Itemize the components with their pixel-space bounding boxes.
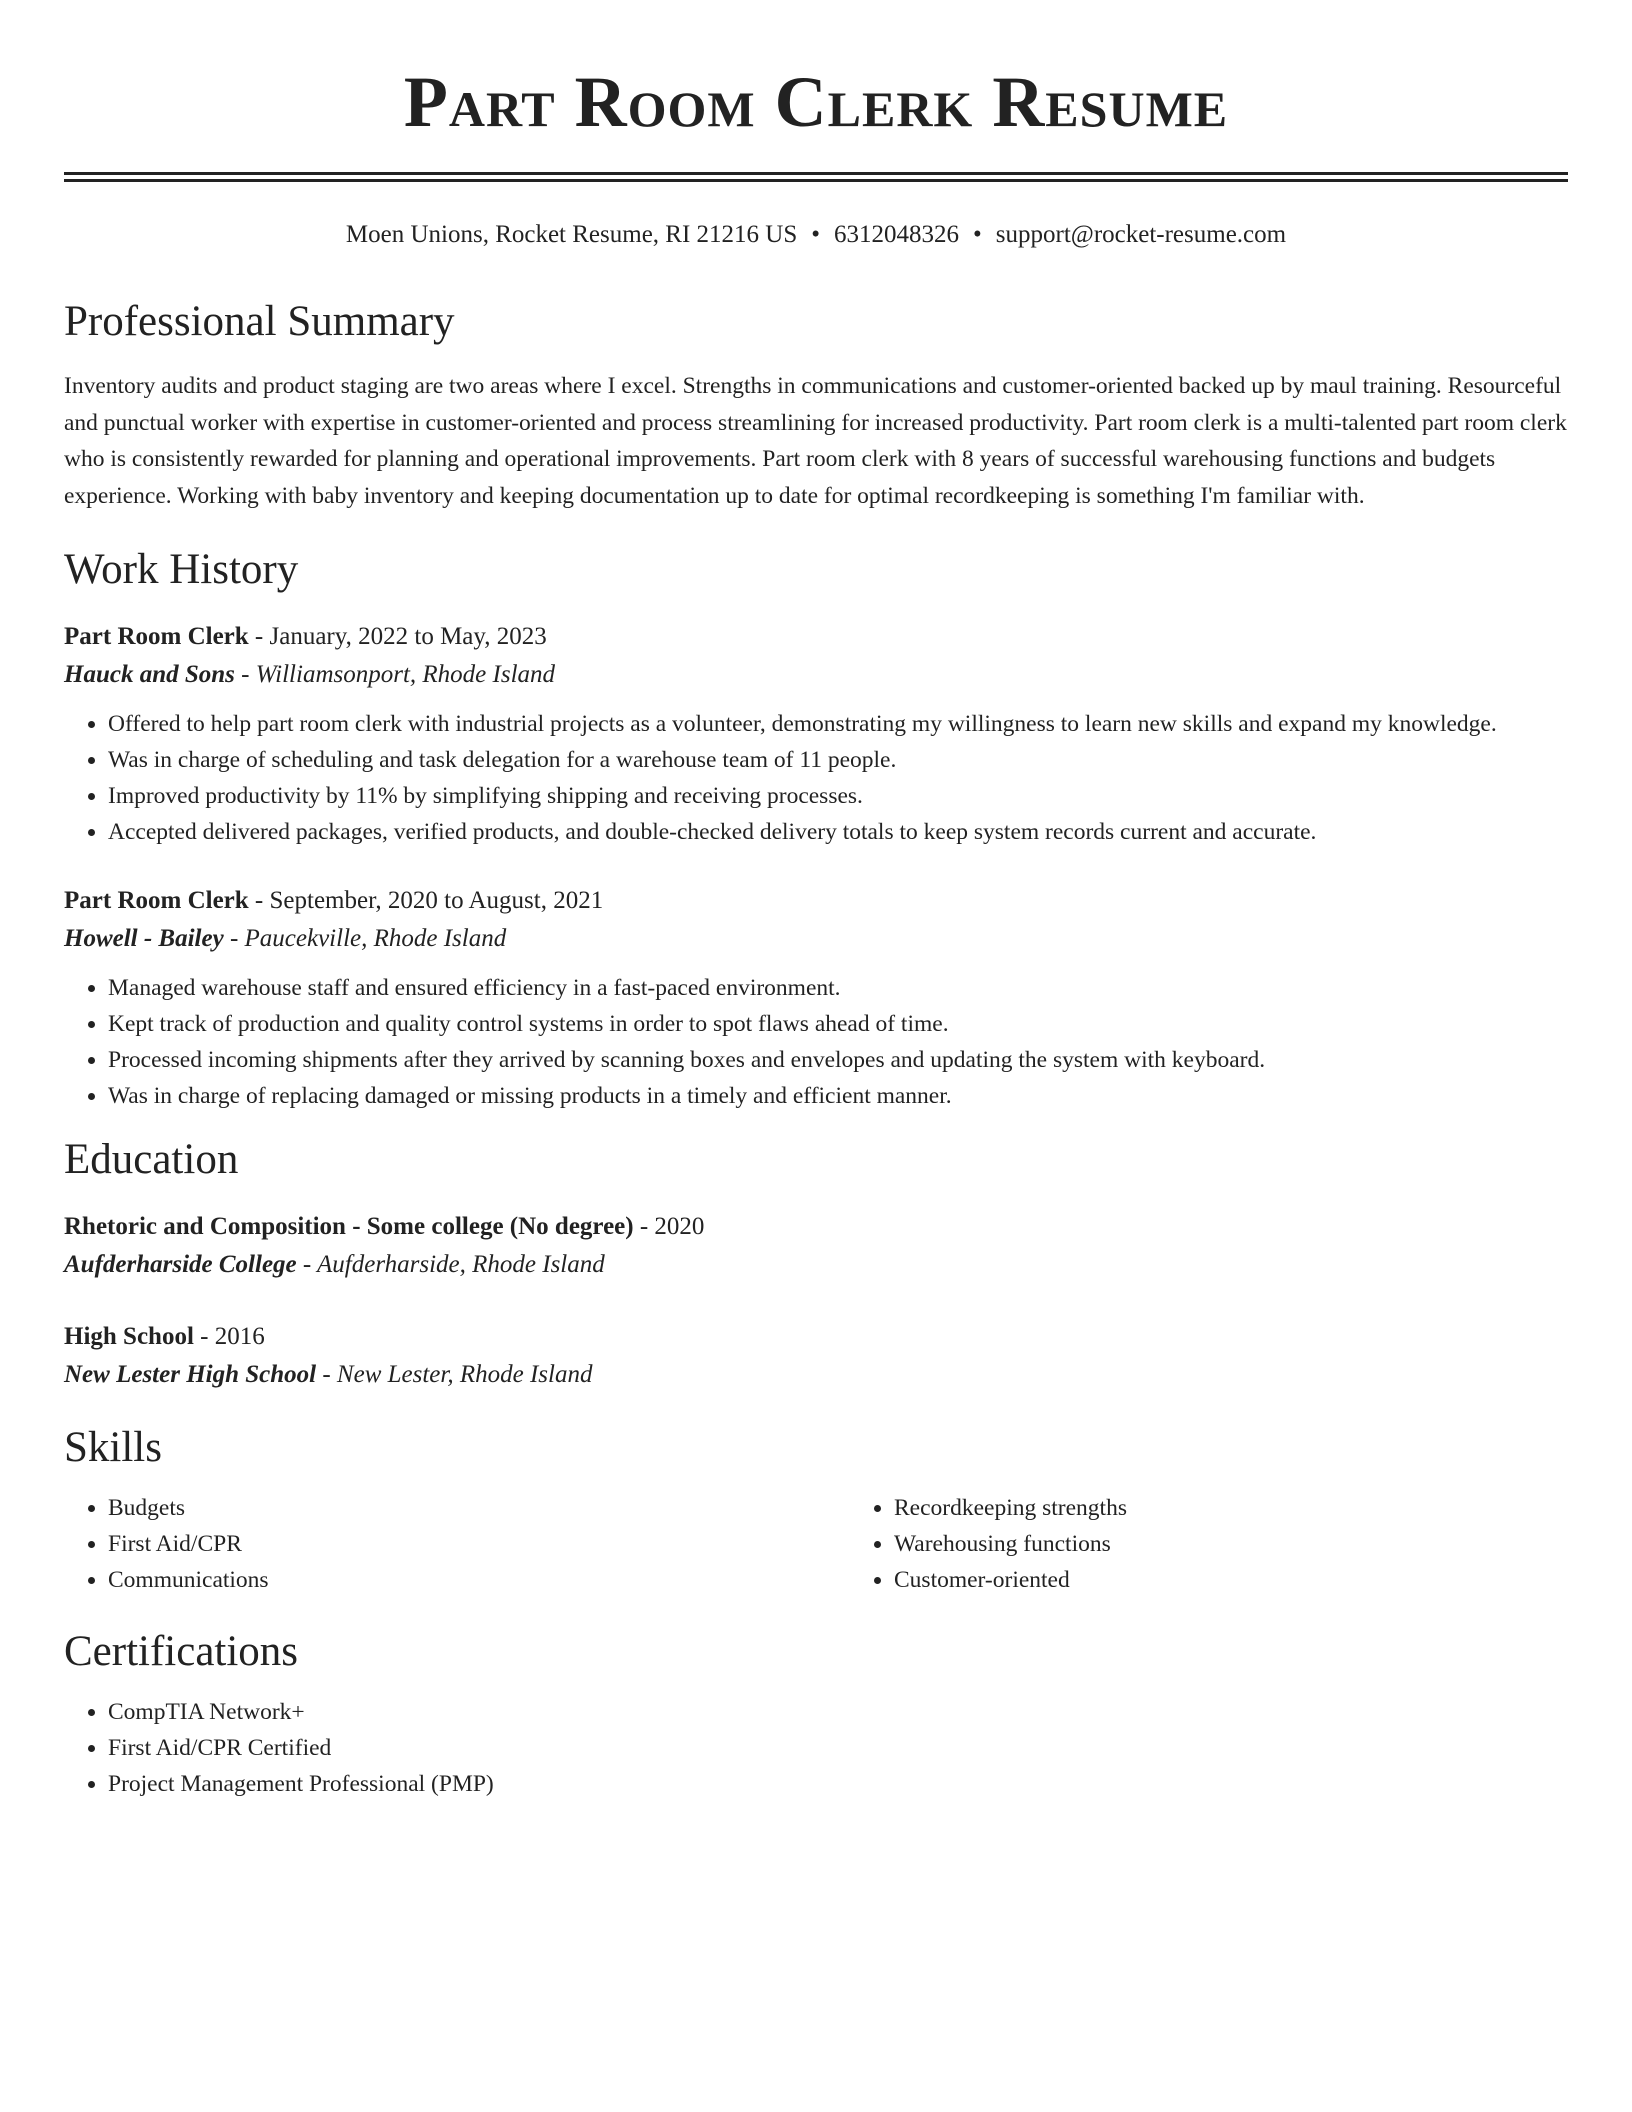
education-entry	[64, 1318, 1568, 1394]
job-bullet-list	[64, 970, 1568, 1114]
job-header	[64, 882, 1568, 920]
list-item: • Project Management Professional (PMP)	[108, 1766, 1568, 1802]
job-bullet-list	[64, 706, 1568, 850]
list-item: • First Aid/CPR	[108, 1526, 850, 1562]
list-item: • Processed incoming shipments after they arrived by scanning boxes and envelopes and updating the system with keyboard.	[108, 1042, 1568, 1078]
list-item: • Offered to help part room clerk with industrial projects as a volunteer, demonstrating my willingness to learn new skills and expand my knowledge.	[108, 706, 1568, 742]
contact-separator: •	[973, 221, 982, 248]
section-heading: Education	[64, 1136, 239, 1183]
contact-address: Moen Unions, Rocket Resume, RI 21216 US	[345, 221, 798, 248]
education-school: New Lester High School	[64, 1361, 317, 1388]
title-double-rule	[64, 172, 1568, 182]
education-year: - 2020	[633, 1213, 705, 1240]
section-work-history	[64, 542, 1568, 1114]
list-item: • Accepted delivered packages, verified products, and double-checked delivery totals to keep system records current and accurate.	[108, 814, 1568, 850]
list-item: • Was in charge of replacing damaged or missing products in a timely and efficient manner.	[108, 1078, 1568, 1114]
education-entry	[64, 1208, 1568, 1284]
job-entry	[64, 618, 1568, 850]
list-item: • Was in charge of scheduling and task delegation for a warehouse team of 11 people.	[108, 742, 1568, 778]
section-professional-summary	[64, 294, 1568, 514]
job-company: Howell - Bailey	[64, 925, 224, 952]
education-header	[64, 1208, 1568, 1246]
list-item: • Recordkeeping strengths	[894, 1490, 1632, 1526]
list-item: • Communications	[108, 1562, 850, 1598]
skills-grid	[64, 1490, 1568, 1598]
job-company: Hauck and Sons	[64, 661, 235, 688]
section-skills	[64, 1420, 1568, 1598]
job-location: - Williamsonport, Rhode Island	[234, 661, 556, 688]
education-header	[64, 1318, 1568, 1356]
job-entry	[64, 882, 1568, 1114]
education-location: - New Lester, Rhode Island	[316, 1361, 593, 1388]
contact-separator: •	[811, 221, 821, 248]
list-item: • Kept track of production and quality control systems in order to spot flaws ahead of time.	[108, 1006, 1568, 1042]
skills-list-left	[64, 1490, 850, 1598]
education-degree: Rhetoric and Composition - Some college (No degree)	[64, 1213, 634, 1240]
education-location: - Aufderharside, Rhode Island	[296, 1251, 605, 1278]
skills-list-right	[850, 1490, 1632, 1598]
job-title: Part Room Clerk	[64, 623, 249, 650]
section-certifications	[64, 1624, 1568, 1802]
list-item: • Managed warehouse staff and ensured efficiency in a fast-paced environment.	[108, 970, 1568, 1006]
job-company-line	[64, 920, 1568, 958]
list-item: • First Aid/CPR Certified	[108, 1730, 1568, 1766]
list-item: • CompTIA Network+	[108, 1694, 1568, 1730]
section-heading: Certifications	[64, 1628, 299, 1675]
job-title: Part Room Clerk	[64, 887, 249, 914]
section-heading: Professional Summary	[64, 298, 455, 345]
job-location: - Paucekville, Rhode Island	[223, 925, 507, 952]
list-item: • Warehousing functions	[894, 1526, 1632, 1562]
education-school-line	[64, 1246, 1568, 1284]
education-degree: High School	[64, 1323, 194, 1350]
education-school-line	[64, 1356, 1568, 1394]
list-item: • Improved productivity by 11% by simplifying shipping and receiving processes.	[108, 778, 1568, 814]
contact-email: support@rocket-resume.com	[995, 221, 1287, 248]
summary-text: Inventory audits and product staging are two areas where I excel. Strengths in communications and customer-oriented backed up by maul training. Resourceful and punctual worker with expertise in customer-oriented and process streamlining for increased productivity. Part room clerk is a multi-talented part room clerk who is consistently rewarded for planning and operational improvements. Part room clerk with 8 years of successful warehousing functions and budgets experience. Working with baby inventory and keeping documentation up to date for optimal recordkeeping is something I'm familiar with.	[64, 373, 1567, 509]
section-heading: Skills	[64, 1424, 162, 1471]
education-school: Aufderharside College	[64, 1251, 297, 1278]
contact-line	[64, 218, 1568, 252]
section-heading: Work History	[64, 546, 299, 593]
list-item: • Budgets	[108, 1490, 850, 1526]
certifications-list	[64, 1694, 1568, 1802]
education-year: - 2016	[193, 1323, 265, 1350]
job-dates: - January, 2022 to May, 2023	[248, 623, 547, 650]
job-header	[64, 618, 1568, 656]
job-dates: - September, 2020 to August, 2021	[248, 887, 604, 914]
list-item: • Customer-oriented	[894, 1562, 1632, 1598]
contact-phone: 6312048326	[834, 221, 960, 248]
section-education	[64, 1132, 1568, 1394]
page-title: Part Room Clerk Resume	[403, 62, 1229, 142]
job-company-line	[64, 656, 1568, 694]
